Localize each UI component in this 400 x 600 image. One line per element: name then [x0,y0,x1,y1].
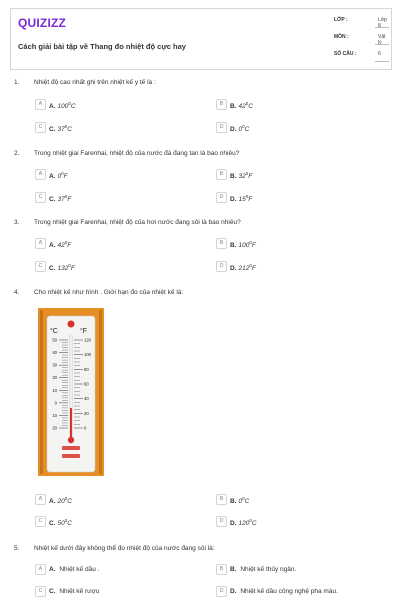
option-prefix: B. [230,103,237,111]
q2-option-d[interactable]: D D. $15^0F$ [216,191,386,205]
question-text: Cho nhiệt kế như hình . Giới hạn đo của nhiệt kế là: [34,289,184,296]
option-prefix: D. [230,588,237,595]
option-prefix: A. [49,498,56,506]
option-letter-box: C [35,122,46,133]
option-prefix: D. [230,196,237,204]
option-unit: F [248,196,253,204]
question-number: 1. [14,79,20,86]
option-letter-box: A [35,99,46,110]
option-letter-box: D [216,586,227,597]
bottom-mark [62,446,80,450]
option-letter-box: C [35,586,46,597]
option-letter-box: B [216,99,227,110]
question-text: Nhiệt kế dưới đây không thể đo nhiệt độ của nước đang sôi là: [34,545,215,552]
fahrenheit-tick-label: 80 [84,366,89,372]
meta-grade-value: Lớp 8 [378,17,387,29]
celsius-tick-label: 10 [52,387,57,393]
option-unit: F [70,265,75,273]
option-letter-box: D [216,261,227,272]
q4-option-b[interactable]: B B. $0^0C$ [216,493,386,507]
option-letter-box: B [216,494,227,505]
option-value: 120 [238,520,250,528]
meta-underline [375,27,389,28]
page-title: Cách giải bài tập về Thang đo nhiệt độ cực hay [18,42,186,51]
option-unit: F [251,242,256,250]
meta-count [334,49,389,62]
fahrenheit-tick-label: 0 [84,425,87,431]
worksheet-header [10,8,392,70]
option-prefix: D. [230,520,237,528]
option-prefix: B. [230,173,237,181]
option-letter-box: B [216,238,227,249]
option-prefix: C. [49,196,56,204]
option-prefix: C. [49,126,56,134]
option-letter-box: C [35,516,46,527]
option-prefix: D. [230,265,237,273]
option-value: 0 [57,173,62,181]
option-value: 15 [238,196,246,204]
q5-option-a[interactable] [35,563,205,577]
celsius-tick-label: 20 [52,375,57,381]
option-value: 50 [57,520,65,528]
option-letter-box: A [35,238,46,249]
option-value: 37 [57,126,65,134]
q2-option-a[interactable]: A A. $0^0F$ [35,168,205,182]
q1-option-a[interactable]: A A. $100^0C$ [35,98,205,112]
option-unit: C [67,498,72,506]
q4-option-c[interactable]: C C. $50^0C$ [35,515,205,529]
option-prefix: A. [49,566,56,573]
option-letter-box: D [216,516,227,527]
option-unit: F [248,173,253,181]
meta-count-label: SỐ CÂU : [334,51,357,57]
question-text: Nhiệt độ cao nhất ghi trên nhiệt kế y tế là : [34,79,156,86]
option-letter-box: A [35,564,46,575]
q3-option-c[interactable]: C C. $132^0F$ [35,260,205,274]
option-unit: F [251,265,256,273]
option-prefix: A. [49,242,56,250]
celsius-tick-label: 0 [54,400,57,406]
q3-option-d[interactable]: D D. $212^0F$ [216,260,386,274]
meta-underline [375,44,389,45]
q2-option-b[interactable]: B B. $32^0F$ [216,168,386,182]
question-number: 3. [14,219,20,226]
q4-option-a[interactable]: A A. $20^0C$ [35,493,205,507]
q2-option-c[interactable]: C C. $37^0F$ [35,191,205,205]
option-prefix: C. [49,265,56,273]
hanging-hole-icon [68,321,75,328]
option-text: Nhiệt kế rượu [59,588,100,595]
option-unit: C [251,520,257,528]
option-text: Nhiệt kế dầu công nghệ pha màu. [240,588,338,595]
thermometer-bulb [68,437,74,443]
q4-option-d[interactable]: D D. $120^0C$ [216,515,386,529]
option-letter-box: B [216,169,227,180]
q1-option-c[interactable]: C C. $37^0C$ [35,121,205,135]
q5-option-b[interactable] [216,563,386,577]
option-value: 100 [57,103,69,111]
quizizz-logo: QUIZIZZ [18,16,67,30]
q5-option-c[interactable] [35,585,205,599]
option-unit: F [67,242,72,250]
question-text: Trong nhiệt giai Farenhai, nhiệt độ của nước đá đang tan là bao nhiêu? [34,150,240,157]
option-unit: C [244,498,250,506]
option-letter-box: D [216,122,227,133]
option-prefix: A. [49,173,56,181]
fahrenheit-tick-label: 20 [84,410,89,416]
option-letter-box: B [216,564,227,575]
meta-underline [375,61,389,62]
bottom-mark [62,454,80,458]
q1-option-b[interactable]: B B. $42^0C$ [216,98,386,112]
celsius-tick-label: 10 [52,412,57,418]
option-value: 42 [57,242,65,250]
q1-option-d[interactable]: D D. $0^0C$ [216,121,386,135]
option-letter-box: C [35,192,46,203]
option-prefix: B. [230,242,237,250]
fahrenheit-tick-label: 120 [84,337,91,343]
option-prefix: C. [49,520,56,528]
option-prefix: C. [49,588,56,595]
fahrenheit-tick-label: 60 [84,381,89,387]
question-number: 4. [14,289,20,296]
q3-option-b[interactable]: B B. $100^0F$ [216,237,386,251]
option-prefix: D. [230,126,237,134]
option-value: 100 [238,242,250,250]
option-letter-box: A [35,494,46,505]
option-unit: C [67,520,72,528]
meta-grade-label: LỚP : [334,17,348,23]
option-unit: F [63,173,68,181]
meta-subject [334,32,389,45]
option-text: Nhiệt kế thủy ngân. [240,566,297,573]
option-unit: C [244,126,250,134]
question-number: 2. [14,150,20,157]
q3-option-a[interactable]: A A. $42^0F$ [35,237,205,251]
celsius-tick-label: 30 [52,362,57,368]
option-value: 0 [238,126,243,134]
option-prefix: B. [230,566,237,573]
option-unit: C [70,103,76,111]
option-value: 32 [238,173,246,181]
celsius-unit-label: °C [50,328,58,335]
meta-subject-value: Vật lý [378,34,386,46]
meta-count-value: 6 [378,51,381,57]
thermometer-image [38,308,104,476]
meta-subject-label: MÔN : [334,34,349,40]
fahrenheit-unit-label: °F [80,328,88,335]
option-value: 42 [238,103,246,111]
option-prefix: B. [230,498,237,506]
option-value: 132 [57,265,69,273]
celsius-tick-label: 20 [52,425,57,431]
question-number: 5. [14,545,20,552]
option-prefix: A. [49,103,56,111]
question-text: Trong nhiệt giai Farenhai, nhiệt độ của hơi nước đang sôi là bao nhiêu? [34,219,241,226]
thermometer-liquid [70,408,72,438]
celsius-tick-label: 50 [52,337,57,343]
option-letter-box: A [35,169,46,180]
frame-shade-right [99,310,102,474]
option-value: 20 [57,498,65,506]
celsius-tick-label: 40 [52,350,57,356]
option-text: Nhiệt kế dầu . [59,566,100,573]
option-value: 0 [238,498,243,506]
option-value: 212 [238,265,250,273]
option-unit: C [67,126,72,134]
option-letter-box: D [216,192,227,203]
frame-shade-left [40,310,43,474]
option-letter-box: C [35,261,46,272]
option-unit: F [67,196,72,204]
meta-grade [334,15,389,28]
fahrenheit-tick-label: 100 [84,352,91,358]
option-value: 37 [57,196,65,204]
q5-option-d[interactable] [216,585,386,599]
fahrenheit-tick-label: 40 [84,396,89,402]
option-unit: C [248,103,253,111]
